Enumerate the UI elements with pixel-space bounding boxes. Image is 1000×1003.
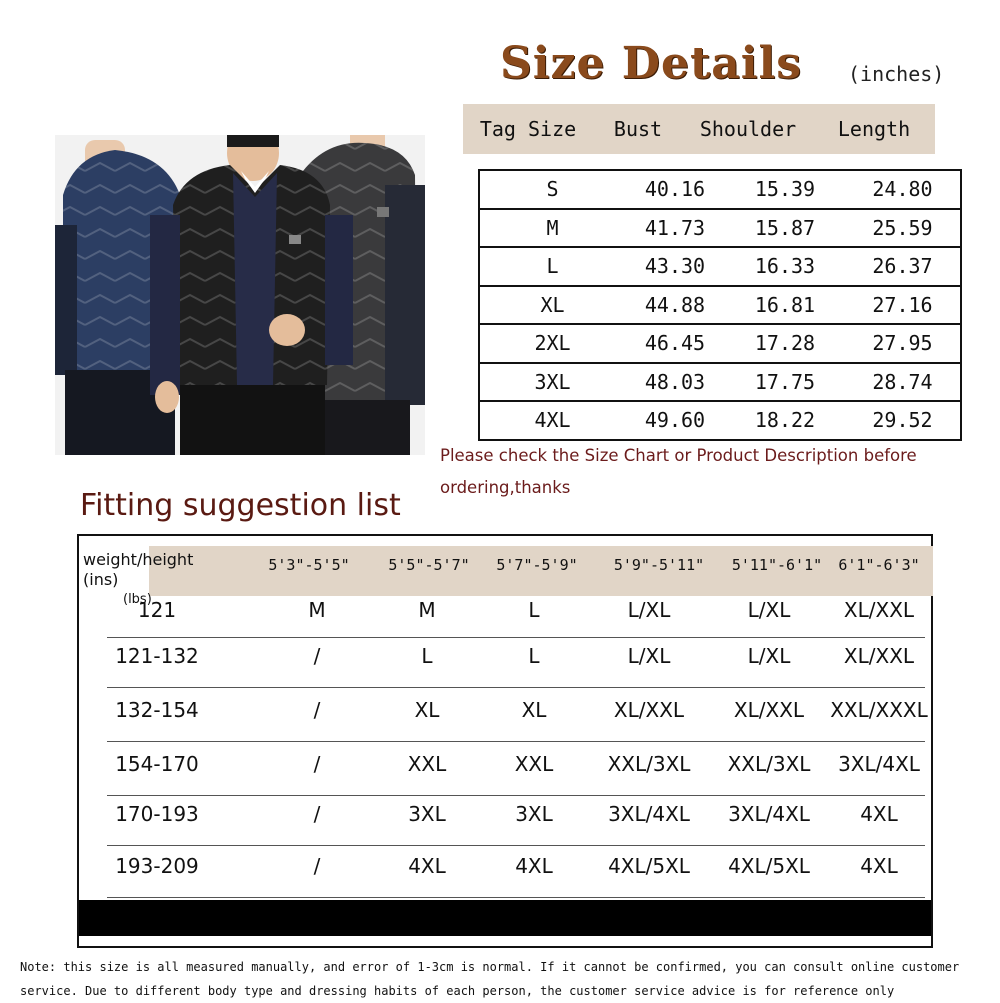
suggested-size-cell: XL/XXL (843, 644, 915, 668)
fitting-row (79, 854, 931, 898)
size-tag-cell: 2XL (534, 331, 571, 356)
weight-range-cell: 121-132 (115, 644, 199, 668)
black-bar (79, 900, 931, 936)
size-row (480, 402, 960, 441)
suggested-size-cell: / (313, 802, 321, 826)
suggested-size-cell: L (421, 644, 433, 668)
suggested-size-cell: XL/XXL (843, 598, 915, 622)
fitting-table (77, 534, 933, 948)
length-cell: 24.80 (872, 177, 933, 202)
size-tag-cell: S (546, 177, 559, 202)
suggested-size-cell: 4XL (860, 854, 898, 878)
height-range-header: 5'3"-5'5" (268, 556, 350, 574)
size-tag-cell: 4XL (534, 408, 571, 433)
length-cell: 29.52 (872, 408, 933, 433)
suggested-size-cell: XXL (407, 752, 447, 776)
suggested-size-cell: 3XL (408, 802, 446, 826)
size-row (480, 248, 960, 287)
size-row (480, 210, 960, 249)
size-tag-cell: L (546, 254, 559, 279)
suggested-size-cell: XL (414, 698, 440, 722)
suggested-size-cell: / (313, 644, 321, 668)
size-tag-cell: M (546, 215, 559, 240)
row-divider (107, 795, 925, 796)
fitting-row (79, 752, 931, 796)
suggested-size-cell: 4XL/5XL (608, 854, 690, 878)
height-range-header: 5'9"-5'11" (613, 556, 705, 574)
bust-cell: 40.16 (644, 177, 706, 202)
column-header-bust: Bust (613, 117, 663, 141)
suggested-size-cell: XL/XXL (613, 698, 685, 722)
fitting-header-unit: (lbs) (123, 592, 152, 607)
length-cell: 27.95 (872, 331, 933, 356)
suggested-size-cell: L/XL (627, 598, 671, 622)
suggested-size-cell: XL (521, 698, 547, 722)
suggested-size-cell: XXL/3XL (727, 752, 811, 776)
shoulder-cell: 18.22 (754, 408, 816, 433)
row-divider (107, 845, 925, 846)
shoulder-cell: 15.39 (754, 177, 816, 202)
size-tag-cell: 3XL (534, 369, 571, 394)
bust-cell: 48.03 (644, 369, 706, 394)
suggested-size-cell: L/XL (627, 644, 671, 668)
measurement-note: Note: this size is all measured manually, and error of 1-3cm is normal. If it cannot be confirmed, you can consult online customer service. Due to different body type and dressing habits of each person, the customer service advice is for reference only (20, 960, 960, 998)
suggested-size-cell: XXL (514, 752, 554, 776)
weight-range-cell: 193-209 (115, 854, 199, 878)
product-photo (55, 135, 425, 455)
size-unit-label: (inches) (848, 62, 945, 86)
suggested-size-cell: 3XL/4XL (608, 802, 690, 826)
bust-cell: 44.88 (644, 292, 706, 317)
size-row (480, 171, 960, 210)
suggested-size-cell: M (418, 598, 436, 622)
fitting-row (79, 644, 931, 688)
size-row (480, 364, 960, 403)
suggested-size-cell: L (528, 598, 540, 622)
bust-cell: 49.60 (644, 408, 706, 433)
size-table-header (463, 104, 935, 154)
weight-range-cell: 154-170 (115, 752, 199, 776)
bust-cell: 41.73 (644, 215, 706, 240)
height-range-header: 5'11"-6'1" (731, 556, 823, 574)
fitting-header-label: weight/height (ins) (83, 550, 194, 589)
height-range-header: 6'1"-6'3" (838, 556, 920, 574)
shoulder-cell: 17.75 (754, 369, 816, 394)
suggested-size-cell: / (313, 752, 321, 776)
height-range-header: 5'5"-5'7" (388, 556, 470, 574)
fitting-row (79, 802, 931, 846)
shoulder-cell: 15.87 (754, 215, 816, 240)
size-row (480, 325, 960, 364)
suggested-size-cell: 4XL/5XL (728, 854, 810, 878)
suggested-size-cell: 3XL/4XL (728, 802, 810, 826)
suggested-size-cell: 3XL/4XL (838, 752, 920, 776)
suggested-size-cell: 4XL (860, 802, 898, 826)
row-divider (107, 741, 925, 742)
suggested-size-cell: XXL/3XL (607, 752, 691, 776)
suggested-size-cell: / (313, 854, 321, 878)
bust-cell: 46.45 (644, 331, 706, 356)
weight-range-cell: 170-193 (115, 802, 199, 826)
suggested-size-cell: 4XL (515, 854, 553, 878)
shoulder-cell: 16.81 (754, 292, 816, 317)
column-header-shoulder: Shoulder (699, 117, 797, 141)
fitting-row (79, 698, 931, 742)
suggested-size-cell: 4XL (408, 854, 446, 878)
length-cell: 27.16 (872, 292, 933, 317)
suggested-size-cell: L (528, 644, 540, 668)
length-cell: 25.59 (872, 215, 933, 240)
suggested-size-cell: XL/XXL (733, 698, 805, 722)
row-divider (107, 897, 925, 898)
length-cell: 26.37 (872, 254, 933, 279)
length-cell: 28.74 (872, 369, 933, 394)
suggested-size-cell: XXL/XXXL (830, 698, 928, 722)
size-row (480, 287, 960, 326)
column-header-length: Length (837, 117, 911, 141)
heated-vest-models-icon (55, 135, 425, 455)
suggested-size-cell: M (308, 598, 326, 622)
suggested-size-cell: 3XL (515, 802, 553, 826)
size-table (478, 169, 962, 441)
column-header-tag-size: Tag Size (479, 117, 577, 141)
size-details-title: Size Details (500, 38, 802, 89)
height-range-header: 5'7"-5'9" (496, 556, 578, 574)
suggested-size-cell: L/XL (747, 644, 791, 668)
suggested-size-cell: / (313, 698, 321, 722)
row-divider (107, 687, 925, 688)
fitting-title: Fitting suggestion list (80, 488, 401, 523)
weight-range-cell: 121 (137, 598, 177, 622)
shoulder-cell: 17.28 (754, 331, 816, 356)
shoulder-cell: 16.33 (754, 254, 816, 279)
fitting-header-weight-height (83, 550, 233, 610)
row-divider (107, 637, 925, 638)
suggested-size-cell: L/XL (747, 598, 791, 622)
weight-range-cell: 132-154 (115, 698, 199, 722)
size-chart-notice: Please check the Size Chart or Product Description before ordering,thanks (440, 446, 917, 497)
bust-cell: 43.30 (644, 254, 706, 279)
size-tag-cell: XL (540, 292, 565, 317)
